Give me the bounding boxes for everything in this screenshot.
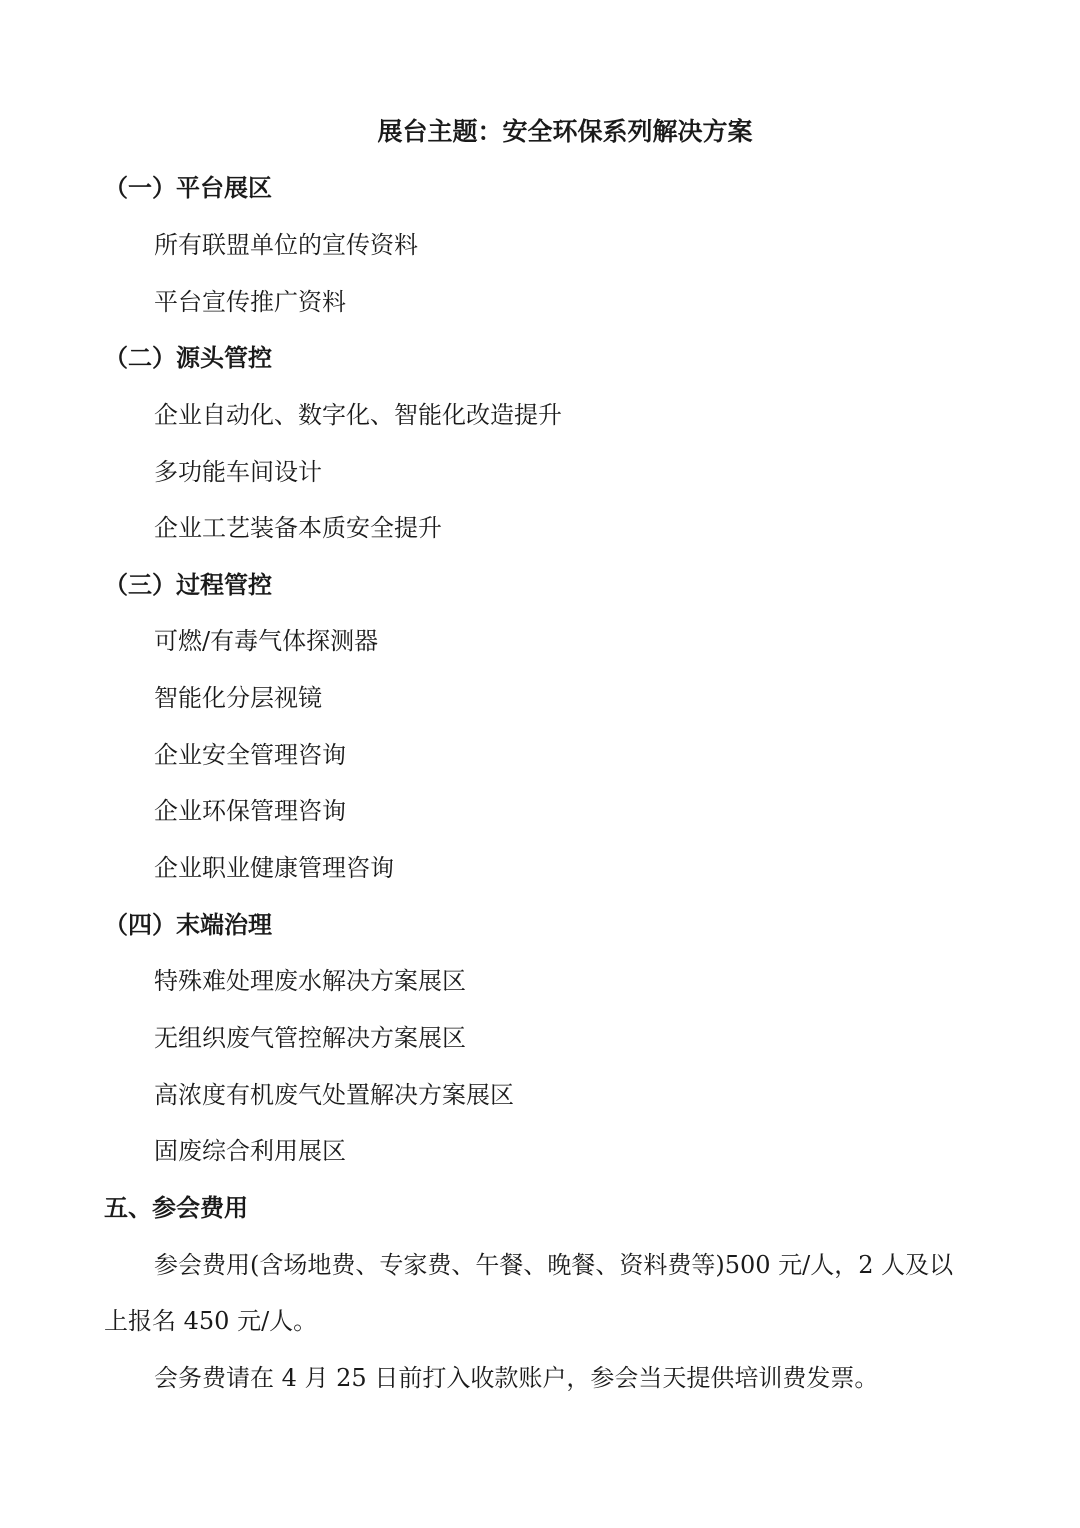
fees-paragraph-line: 参会费用(含场地费、专家费、午餐、晚餐、资料费等)500 元/人，2 人及以	[154, 1251, 954, 1279]
page-title: 展台主题：安全环保系列解决方案	[377, 117, 753, 146]
list-item: 固废综合利用展区	[154, 1137, 346, 1165]
list-item: 企业工艺装备本质安全提升	[154, 514, 442, 542]
list-item: 所有联盟单位的宣传资料	[154, 231, 418, 259]
section-heading-end-treatment: （四）末端治理	[104, 910, 272, 939]
list-item: 企业职业健康管理咨询	[154, 854, 394, 882]
payment-note: 会务费请在 4 月 25 日前打入收款账户，参会当天提供培训费发票。	[154, 1364, 879, 1392]
list-item: 企业安全管理咨询	[154, 741, 346, 769]
section-heading-source-control: （二）源头管控	[104, 343, 272, 372]
list-item: 高浓度有机废气处置解决方案展区	[154, 1081, 514, 1109]
list-item: 平台宣传推广资料	[154, 288, 346, 316]
section-heading-process-control: （三）过程管控	[104, 570, 272, 599]
list-item: 多功能车间设计	[154, 458, 322, 486]
fees-heading: 五、参会费用	[104, 1193, 248, 1222]
list-item: 企业自动化、数字化、智能化改造提升	[154, 401, 562, 429]
list-item: 无组织废气管控解决方案展区	[154, 1024, 466, 1052]
fees-paragraph-line: 上报名 450 元/人。	[104, 1307, 318, 1335]
list-item: 特殊难处理废水解决方案展区	[154, 967, 466, 995]
list-item: 智能化分层视镜	[154, 684, 322, 712]
list-item: 企业环保管理咨询	[154, 797, 346, 825]
section-heading-platform: （一）平台展区	[104, 173, 272, 202]
list-item: 可燃/有毒气体探测器	[154, 627, 379, 655]
